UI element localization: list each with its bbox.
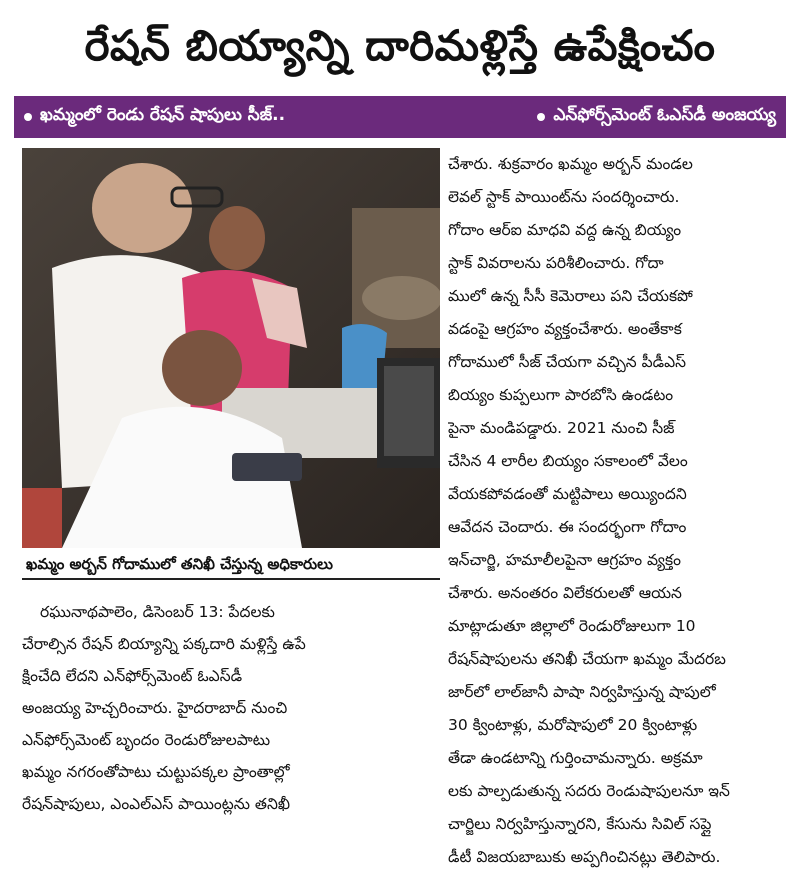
article-line: ఎన్‌ఫోర్స్‌మెంట్ బృందం రెండురోజులపాటు <box>22 731 271 749</box>
article-line: ఆవేదన చెందారు. ఈ సందర్భంగా గోదాం <box>448 518 687 536</box>
article-line: లెవల్ స్టాక్ పాయింట్‌ను సందర్శించారు. <box>448 188 680 206</box>
article-line: తేడా ఉండటాన్ని గుర్తించామన్నారు. అక్రమా <box>448 749 703 767</box>
article-line: రఘునాథపాలెం, డిసెంబర్ 13: పేదలకు <box>40 603 275 621</box>
subheadline-bar <box>14 96 786 138</box>
bullet-icon <box>24 113 32 121</box>
subheadline-1 <box>24 105 285 129</box>
article-line: చార్జిలు నిర్వహిస్తున్నారని, కేసును సివిల్ సప్లై <box>448 815 712 833</box>
article-line: లకు పాల్పడుతున్న సదరు రెండుషాపులనూ ఇన్ <box>448 782 730 800</box>
headline: రేషన్ బియ్యాన్ని దారిమళ్లిస్తే ఉపేక్షించం <box>84 21 716 70</box>
article-line: గోదాం ఆర్‌ఐ మాధవి వద్ద ఉన్న బియ్యం <box>448 221 682 239</box>
article-line: చేరాల్సిన రేషన్ బియ్యాన్ని పక్కదారి మళ్లిస్తే ఉపే <box>22 635 306 653</box>
article-line: అంజయ్య హెచ్చరించారు. హైదరాబాద్ నుంచి <box>22 699 288 717</box>
article-line: వేయకపోవడంతో మట్టిపాలు అయ్యిందని <box>448 485 687 503</box>
photo-caption: ఖమ్మం అర్బన్ గోదాములో తనిఖీ చేస్తున్న అధికారులు <box>22 550 440 580</box>
bullet-icon <box>537 113 545 121</box>
article-line: ములో ఉన్న సీసీ కెమెరాలు పని చేయకపో <box>448 287 693 305</box>
article-line: గోదాములో సీజ్ చేయగా వచ్చిన పీడీఎస్ <box>448 353 686 371</box>
article-line: చేశారు. శుక్రవారం ఖమ్మం అర్బన్ మండల <box>448 155 693 173</box>
article-line: జార్‌లో లాల్‌జానీ పాషా నిర్వహిస్తున్న షాపులో <box>448 683 716 701</box>
subheadline-2 <box>537 105 776 129</box>
article-line: రేషన్‌షాపులను తనిఖీ చేయగా ఖమ్మం మేదరబ <box>448 650 726 668</box>
officials-inspection-photo <box>22 148 440 548</box>
article-column-right <box>448 148 788 866</box>
article-line: క్షించేది లేదని ఎన్‌ఫోర్స్‌మెంట్ ఓఎస్‌డీ <box>22 667 243 685</box>
article-line: ఇన్‌చార్జి, హమాలీలపైనా ఆగ్రహం వ్యక్తం <box>448 551 681 569</box>
article-line: డీటీ విజయబాబుకు అప్పగించినట్లు తెలిపారు. <box>448 848 721 866</box>
article-line: స్టాక్ వివరాలను పరిశీలించారు. గోదా <box>448 254 664 272</box>
subheadline-1-text: ఖమ్మంలో రెండు రేషన్ షాపులు సీజ్.. <box>40 105 286 125</box>
article-line: మాట్లాడుతూ జిల్లాలో రెండురోజులుగా 10 <box>448 617 696 635</box>
article-line: వడంపై ఆగ్రహం వ్యక్తంచేశారు. అంతేకాక <box>448 320 682 338</box>
article-line: చేశారు. అనంతరం విలేకరులతో ఆయన <box>448 584 682 602</box>
article-line: ఖమ్మం నగరంతోపాటు చుట్టుపక్కల ప్రాంతాల్లో <box>22 763 290 781</box>
article-line: 30 క్వింటాళ్లు, మరోషాపులో 20 క్వింటాళ్లు <box>448 716 698 734</box>
subheadline-2-text: ఎన్‌ఫోర్స్‌మెంట్ ఓఎస్‌డీ అంజయ్య <box>553 105 776 125</box>
article-line: పైనా మండిపడ్డారు. 2021 నుంచి సీజ్ <box>448 419 675 437</box>
article-line: బియ్యం కుప్పలుగా పారబోసి ఉండటం <box>448 386 674 404</box>
article-line: చేసిన 4 లారీల బియ్యం సకాలంలో వేలం <box>448 452 688 470</box>
article-column-left <box>22 596 440 813</box>
article-line: రేషన్‌షాపులు, ఎంఎల్‌ఎస్ పాయింట్లను తనిఖీ <box>22 795 291 813</box>
news-photo <box>22 148 440 548</box>
